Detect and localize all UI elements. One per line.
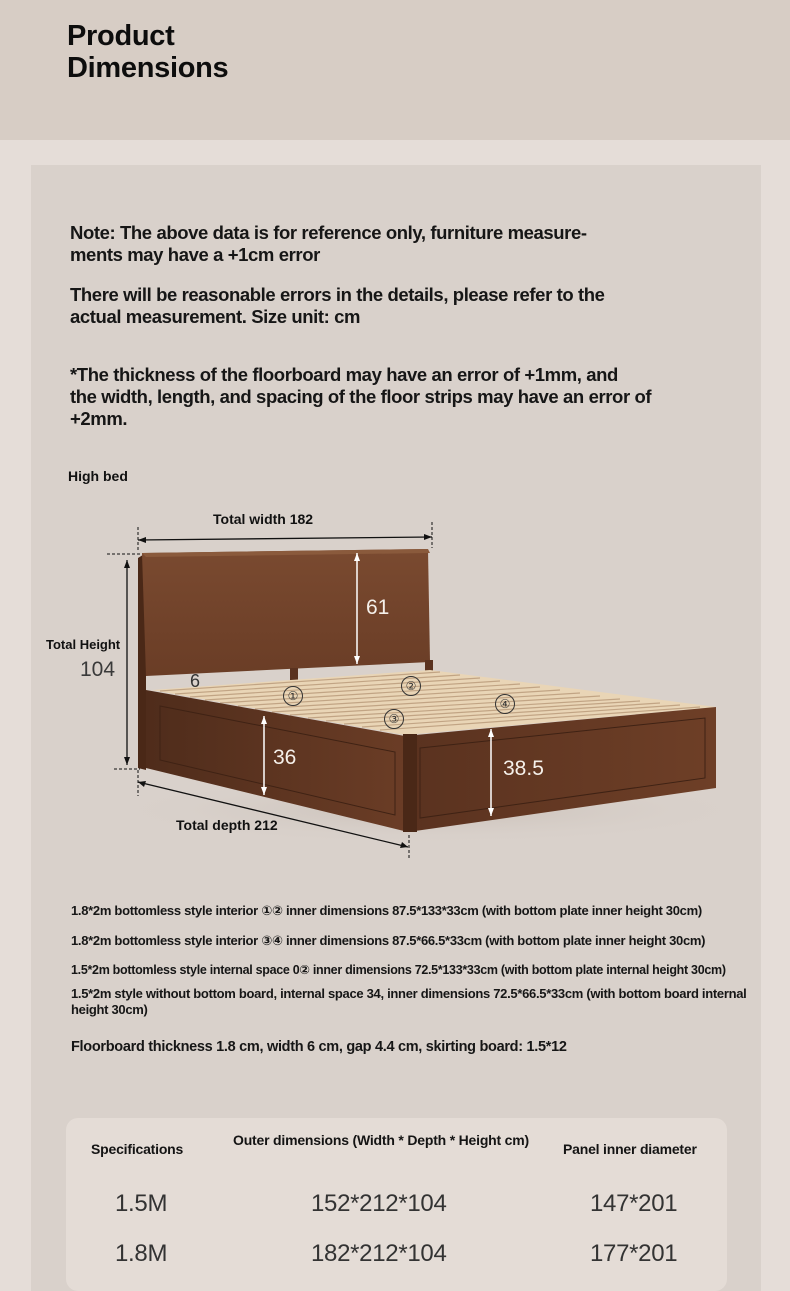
total-width-label: Total width 182: [213, 511, 314, 527]
bed-dimension-diagram: [0, 500, 790, 870]
row-2-outer: 182*212*104: [311, 1240, 447, 1267]
header-panel-inner-diameter: Panel inner diameter: [563, 1141, 697, 1157]
page-title: [67, 20, 228, 84]
note-line: ments may have a +1cm error: [70, 244, 320, 265]
header-outer-dimensions: Outer dimensions (Width * Depth * Height cm): [233, 1132, 529, 1148]
headboard-height-value: 61: [366, 596, 390, 619]
headboard-gap-value: 6: [190, 671, 201, 691]
row-2-spec: 1.8M: [115, 1240, 168, 1267]
note-floorboard: [70, 364, 651, 430]
note-line: There will be reasonable errors in the details, please refer to the: [70, 284, 605, 305]
detail-item: 1.5*2m bottomless style internal space 0② inner dimensions 72.5*133*33cm (with bottom plate internal height 30cm): [71, 963, 726, 977]
detail-item: 1.8*2m bottomless style interior ③④ inner dimensions 87.5*66.5*33cm (with bottom plate inner height 30cm): [71, 933, 706, 948]
total-height-value: 104: [80, 658, 116, 681]
bed-illustration: [0, 500, 790, 870]
total-height-label: Total Height: [46, 637, 121, 652]
detail-item: 1.5*2m style without bottom board, internal space 34, inner dimensions 72.5*66.5*33cm (with bottom board internal height 30cm): [71, 986, 747, 1017]
row-1-spec: 1.5M: [115, 1190, 168, 1217]
row-1-outer: 152*212*104: [311, 1190, 447, 1217]
note-line: the width, length, and spacing of the floor strips may have an error of: [70, 386, 652, 407]
page-title-line2: Dimensions: [67, 52, 229, 84]
note-errors: [70, 284, 605, 328]
bed-type-label: High bed: [68, 468, 128, 484]
note-line: *The thickness of the floorboard may have an error of +1mm, and: [70, 364, 618, 385]
row-2-inner: 177*201: [590, 1240, 678, 1267]
compartment-4-marker: ④: [495, 694, 515, 714]
note-line: Note: The above data is for reference only, furniture measure-: [70, 222, 587, 243]
compartment-2-marker: ②: [401, 676, 421, 696]
header-specifications: Specifications: [91, 1141, 184, 1157]
page-header: [0, 0, 790, 140]
note-line: actual measurement. Size unit: cm: [70, 306, 361, 327]
total-depth-label: Total depth 212: [176, 817, 278, 833]
row-1-inner: 147*201: [590, 1190, 678, 1217]
floorboard-spec-note: Floorboard thickness 1.8 cm, width 6 cm, gap 4.4 cm, skirting board: 1.5*12: [71, 1039, 567, 1055]
side-rail-height-value: 36: [273, 746, 297, 769]
note-reference: [70, 222, 587, 266]
spec-table: [66, 1118, 727, 1291]
page-title-line1: Product: [67, 20, 175, 52]
footboard-height-value: 38.5: [503, 757, 544, 780]
detail-item: 1.8*2m bottomless style interior ①② inner dimensions 87.5*133*33cm (with bottom plate inner height 30cm): [71, 903, 702, 918]
note-line: +2mm.: [70, 408, 128, 429]
compartment-3-marker: ③: [384, 709, 404, 729]
compartment-1-marker: ①: [283, 686, 303, 706]
